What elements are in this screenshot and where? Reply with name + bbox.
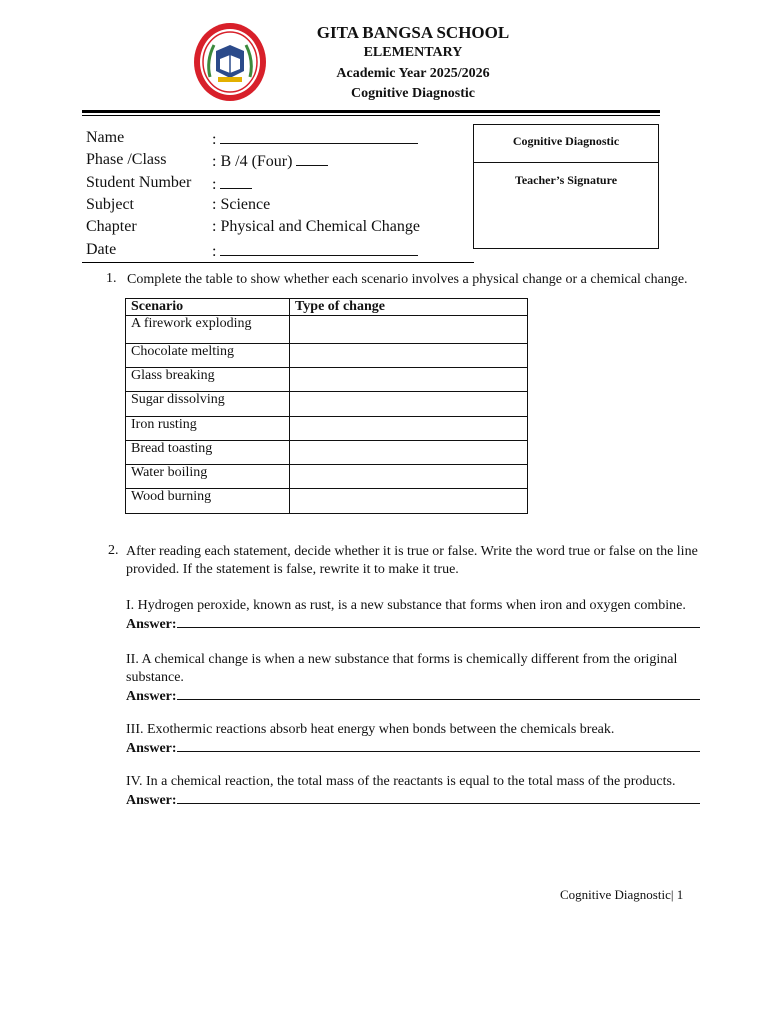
info-value-class-text: : B /4 (Four) — [212, 153, 293, 170]
answer-label: Answer: — [126, 741, 177, 756]
type-of-change-cell[interactable] — [290, 465, 528, 489]
scenario-cell: Wood burning — [126, 489, 290, 514]
type-of-change-cell[interactable] — [290, 441, 528, 465]
answer-label: Answer: — [126, 793, 177, 808]
answer-2-line[interactable] — [177, 687, 700, 700]
question-1-text: Complete the table to show whether each scenario involves a physical change or a chemical change. — [127, 272, 688, 287]
type-of-change-cell[interactable] — [290, 489, 528, 514]
type-of-change-cell[interactable] — [290, 417, 528, 441]
table-header-scenario: Scenario — [126, 299, 290, 316]
table-row — [126, 316, 528, 344]
answer-4-line[interactable] — [177, 791, 700, 804]
info-label-chapter: Chapter — [86, 218, 137, 235]
question-2-text: After reading each statement, decide whether it is true or false. Write the word true or false on the line provided. If the statement is false, rewrite it to make it true. — [126, 544, 698, 577]
student-number-blank-line[interactable] — [220, 174, 252, 189]
statement-3: III. Exothermic reactions absorb heat energy when bonds between the chemicals break. — [126, 722, 615, 737]
scenario-cell: Bread toasting — [126, 441, 290, 465]
table-row — [126, 417, 528, 441]
info-label-subject: Subject — [86, 196, 134, 213]
teacher-signature-box[interactable] — [473, 124, 659, 249]
statement-1: I. Hydrogen peroxide, known as rust, is a new substance that forms when iron and oxygen combine. — [126, 598, 686, 613]
info-label-name: Name — [86, 129, 125, 146]
table-row — [126, 441, 528, 465]
header-rule-thin — [82, 115, 660, 116]
statement-4: IV. In a chemical reaction, the total mass of the reactants is equal to the total mass of the products. — [126, 774, 676, 789]
school-crest-icon — [192, 21, 268, 103]
type-of-change-cell[interactable] — [290, 344, 528, 368]
scenario-cell: Sugar dissolving — [126, 392, 290, 417]
info-value-subject: : Science — [212, 196, 271, 213]
type-of-change-cell[interactable] — [290, 392, 528, 417]
info-value-date-text: : — [212, 243, 217, 260]
document-title: Cognitive Diagnostic — [350, 86, 476, 101]
question-2-number: 2. — [108, 543, 119, 558]
question-1-number: 1. — [106, 271, 117, 286]
table-header-type: Type of change — [290, 299, 528, 316]
school-level: ELEMENTARY — [363, 45, 463, 60]
header-rule — [82, 110, 660, 113]
table-row — [126, 368, 528, 392]
scenario-cell: Iron rusting — [126, 417, 290, 441]
answer-label: Answer: — [126, 617, 177, 632]
info-label-date: Date — [86, 241, 117, 258]
answer-label: Answer: — [126, 689, 177, 704]
date-blank-line[interactable] — [220, 241, 418, 256]
statement-2: II. A chemical change is when a new substance that forms is chemically different from the original substance. — [126, 652, 678, 685]
answer-3[interactable] — [126, 739, 700, 758]
info-value-name-text: : — [212, 131, 217, 148]
info-value-name[interactable] — [212, 129, 418, 149]
table-header-row — [126, 299, 528, 316]
answer-4[interactable] — [126, 791, 700, 810]
info-value-class[interactable] — [212, 151, 328, 171]
answer-1[interactable] — [126, 615, 700, 634]
scenario-cell: Glass breaking — [126, 368, 290, 392]
table-row — [126, 344, 528, 368]
answer-1-line[interactable] — [177, 615, 700, 628]
answer-2[interactable] — [126, 687, 700, 706]
type-of-change-cell[interactable] — [290, 368, 528, 392]
page-footer: Cognitive Diagnostic| 1 — [560, 887, 684, 902]
info-label-class: Phase /Class — [86, 151, 167, 168]
info-value-date[interactable] — [212, 241, 418, 261]
name-blank-line[interactable] — [220, 129, 418, 144]
teacher-signature-label: Teacher’s Signature — [514, 173, 618, 187]
info-value-chapter: : Physical and Chemical Change — [212, 218, 420, 235]
table-row — [126, 392, 528, 417]
class-blank-line[interactable] — [296, 151, 328, 166]
info-label-student-number: Student Number — [86, 174, 192, 191]
type-of-change-cell[interactable] — [290, 316, 528, 344]
change-table — [125, 298, 528, 514]
scenario-cell: Chocolate melting — [126, 344, 290, 368]
academic-year: Academic Year 2025/2026 — [336, 66, 490, 81]
info-value-student-number[interactable] — [212, 174, 252, 194]
table-row — [126, 465, 528, 489]
school-name: GITA BANGSA SCHOOL — [316, 23, 510, 42]
signature-box-divider — [474, 162, 658, 163]
info-value-student-number-text: : — [212, 176, 217, 193]
scenario-cell: Water boiling — [126, 465, 290, 489]
signature-box-title: Cognitive Diagnostic — [512, 134, 620, 148]
scenario-cell: A firework exploding — [126, 316, 290, 344]
table-row — [126, 489, 528, 514]
info-bottom-rule — [82, 262, 474, 263]
answer-3-line[interactable] — [177, 739, 700, 752]
